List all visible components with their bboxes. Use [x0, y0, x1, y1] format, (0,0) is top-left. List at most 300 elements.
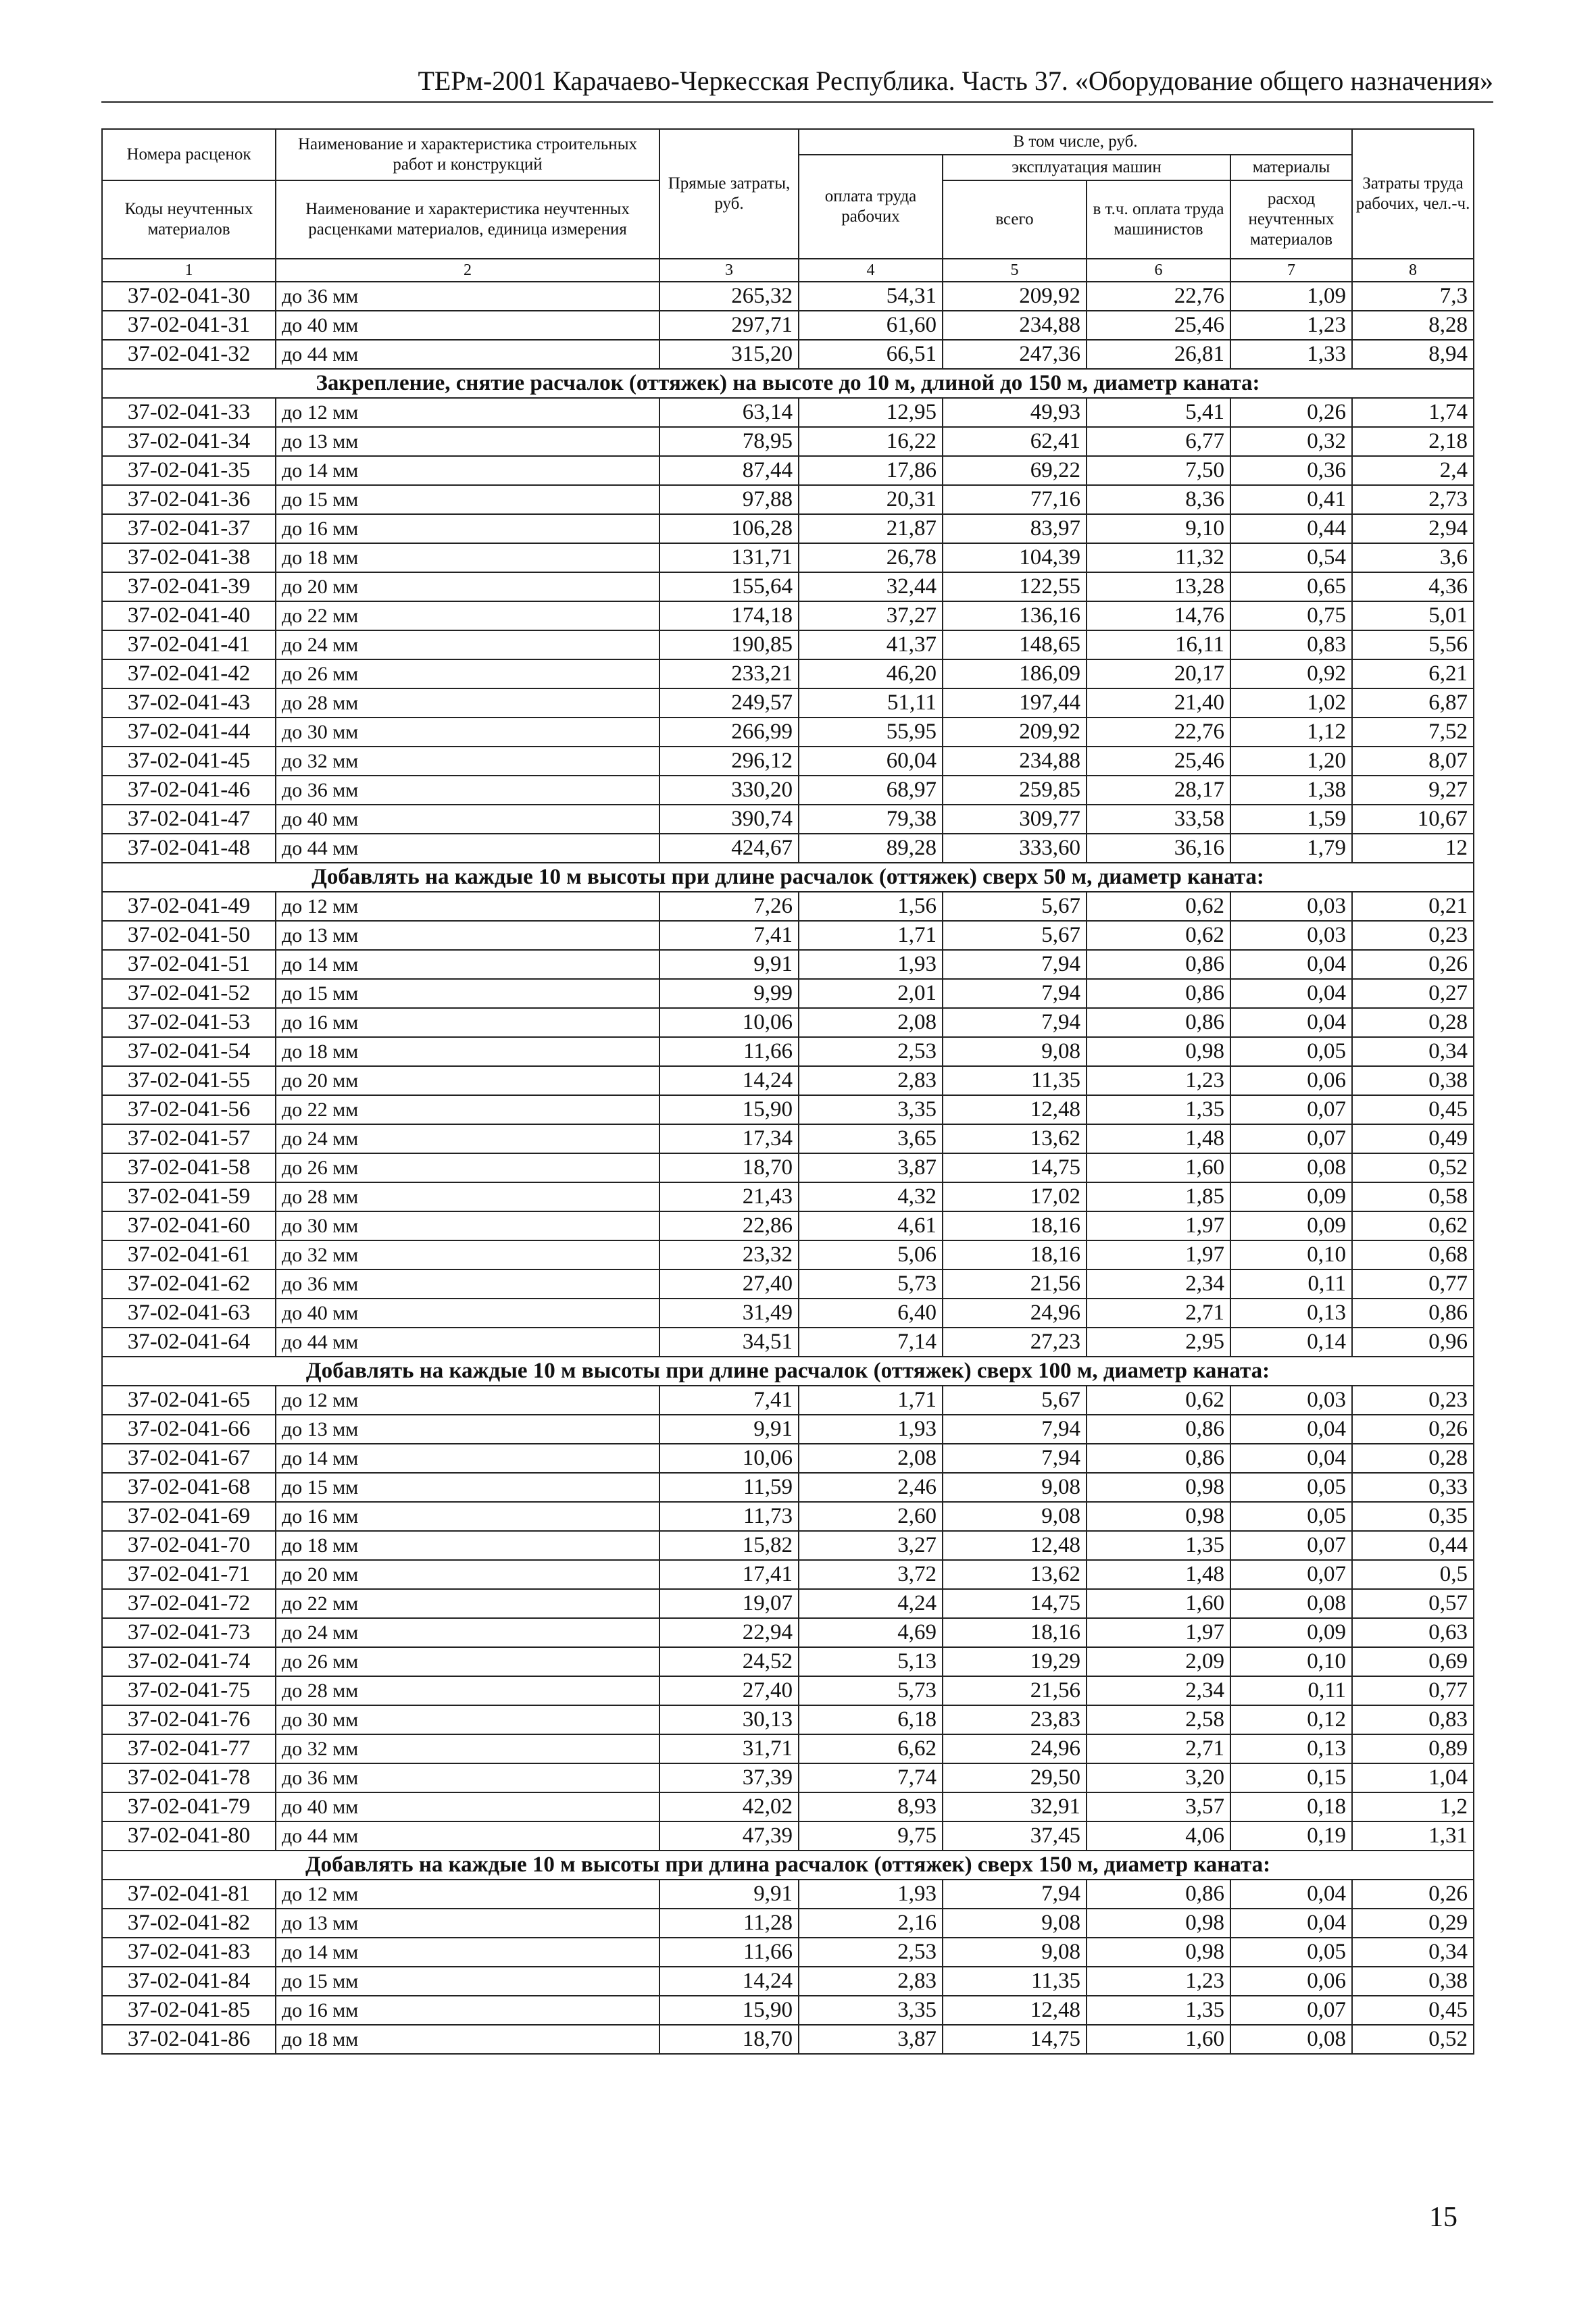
rate-name-cell: до 22 мм	[276, 1589, 659, 1618]
labor-costs-cell: 0,44	[1352, 1531, 1474, 1560]
rate-name-cell: до 14 мм	[276, 1444, 659, 1473]
machine-total-cell: 24,96	[943, 1299, 1087, 1328]
machinist-pay-cell: 5,41	[1087, 398, 1230, 427]
table-row	[102, 398, 1474, 427]
direct-costs-cell: 11,73	[659, 1502, 799, 1531]
machine-total-cell: 104,39	[943, 543, 1087, 572]
machinist-pay-cell: 0,86	[1087, 1444, 1230, 1473]
machine-total-cell: 21,56	[943, 1269, 1087, 1299]
rate-name-cell: до 14 мм	[276, 1938, 659, 1967]
machinist-pay-cell: 0,98	[1087, 1938, 1230, 1967]
labor-costs-cell: 0,38	[1352, 1967, 1474, 1996]
materials-cell: 1,20	[1230, 747, 1352, 776]
worker-pay-cell: 12,95	[799, 398, 943, 427]
rate-name-cell: до 26 мм	[276, 1153, 659, 1182]
machinist-pay-cell: 11,32	[1087, 543, 1230, 572]
worker-pay-cell: 2,01	[799, 979, 943, 1008]
labor-costs-cell: 12	[1352, 834, 1474, 863]
rate-name-cell: до 28 мм	[276, 1676, 659, 1705]
direct-costs-cell: 106,28	[659, 514, 799, 543]
direct-costs-cell: 315,20	[659, 340, 799, 369]
materials-cell: 0,04	[1230, 1909, 1352, 1938]
rate-name-cell: до 44 мм	[276, 834, 659, 863]
direct-costs-cell: 7,26	[659, 892, 799, 921]
rate-name-cell: до 12 мм	[276, 1880, 659, 1909]
rate-code-cell: 37-02-041-81	[102, 1880, 276, 1909]
machine-total-cell: 5,67	[943, 892, 1087, 921]
labor-costs-cell: 0,52	[1352, 1153, 1474, 1182]
rate-name-cell: до 26 мм	[276, 659, 659, 688]
rate-name-cell: до 18 мм	[276, 2025, 659, 2054]
labor-costs-cell: 0,26	[1352, 1415, 1474, 1444]
materials-cell: 0,08	[1230, 1589, 1352, 1618]
rate-code-cell: 37-02-041-31	[102, 311, 276, 340]
machine-total-cell: 7,94	[943, 1444, 1087, 1473]
rate-code-cell: 37-02-041-51	[102, 950, 276, 979]
header-materials-use: расход неучтенных материалов	[1230, 180, 1352, 259]
machine-total-cell: 14,75	[943, 1589, 1087, 1618]
direct-costs-cell: 17,41	[659, 1560, 799, 1589]
direct-costs-cell: 265,32	[659, 282, 799, 311]
machinist-pay-cell: 2,71	[1087, 1299, 1230, 1328]
worker-pay-cell: 1,71	[799, 1386, 943, 1415]
rate-name-cell: до 20 мм	[276, 572, 659, 601]
materials-cell: 0,32	[1230, 427, 1352, 456]
header-machinist-pay: в т.ч. оплата труда машинистов	[1087, 180, 1230, 259]
rate-name-cell: до 24 мм	[276, 630, 659, 659]
machine-total-cell: 37,45	[943, 1821, 1087, 1851]
table-row	[102, 311, 1474, 340]
labor-costs-cell: 8,28	[1352, 311, 1474, 340]
rate-code-cell: 37-02-041-33	[102, 398, 276, 427]
worker-pay-cell: 17,86	[799, 456, 943, 485]
direct-costs-cell: 37,39	[659, 1763, 799, 1792]
table-row	[102, 1676, 1474, 1705]
rate-name-cell: до 16 мм	[276, 514, 659, 543]
labor-costs-cell: 0,34	[1352, 1037, 1474, 1066]
direct-costs-cell: 7,41	[659, 1386, 799, 1415]
materials-cell: 0,07	[1230, 1996, 1352, 2025]
table-row	[102, 1444, 1474, 1473]
rate-code-cell: 37-02-041-60	[102, 1211, 276, 1240]
labor-costs-cell: 0,96	[1352, 1328, 1474, 1357]
materials-cell: 0,08	[1230, 2025, 1352, 2054]
column-number: 8	[1352, 259, 1474, 282]
rate-code-cell: 37-02-041-41	[102, 630, 276, 659]
table-header	[102, 129, 1474, 282]
rate-code-cell: 37-02-041-68	[102, 1473, 276, 1502]
rate-name-cell: до 13 мм	[276, 1415, 659, 1444]
rate-name-cell: до 15 мм	[276, 485, 659, 514]
machine-total-cell: 83,97	[943, 514, 1087, 543]
rate-name-cell: до 32 мм	[276, 1734, 659, 1763]
direct-costs-cell: 11,28	[659, 1909, 799, 1938]
machine-total-cell: 7,94	[943, 1008, 1087, 1037]
materials-cell: 0,06	[1230, 1967, 1352, 1996]
worker-pay-cell: 3,27	[799, 1531, 943, 1560]
machine-total-cell: 148,65	[943, 630, 1087, 659]
materials-cell: 0,03	[1230, 921, 1352, 950]
machine-total-cell: 11,35	[943, 1066, 1087, 1095]
rate-name-cell: до 16 мм	[276, 1502, 659, 1531]
table-row	[102, 950, 1474, 979]
direct-costs-cell: 390,74	[659, 805, 799, 834]
machine-total-cell: 186,09	[943, 659, 1087, 688]
section-heading-row	[102, 369, 1474, 398]
rate-name-cell: до 15 мм	[276, 1967, 659, 1996]
machine-total-cell: 17,02	[943, 1182, 1087, 1211]
materials-cell: 0,07	[1230, 1560, 1352, 1589]
labor-costs-cell: 1,2	[1352, 1792, 1474, 1821]
machine-total-cell: 7,94	[943, 950, 1087, 979]
rate-code-cell: 37-02-041-66	[102, 1415, 276, 1444]
worker-pay-cell: 4,24	[799, 1589, 943, 1618]
materials-cell: 0,10	[1230, 1240, 1352, 1269]
direct-costs-cell: 34,51	[659, 1328, 799, 1357]
labor-costs-cell: 0,34	[1352, 1938, 1474, 1967]
materials-cell: 1,59	[1230, 805, 1352, 834]
machinist-pay-cell: 1,85	[1087, 1182, 1230, 1211]
table-row	[102, 1328, 1474, 1357]
worker-pay-cell: 7,74	[799, 1763, 943, 1792]
rate-code-cell: 37-02-041-47	[102, 805, 276, 834]
rate-code-cell: 37-02-041-57	[102, 1124, 276, 1153]
materials-cell: 0,07	[1230, 1531, 1352, 1560]
direct-costs-cell: 15,90	[659, 1095, 799, 1124]
labor-costs-cell: 2,18	[1352, 427, 1474, 456]
section-heading-row	[102, 863, 1474, 892]
direct-costs-cell: 266,99	[659, 718, 799, 747]
table-row	[102, 1269, 1474, 1299]
direct-costs-cell: 87,44	[659, 456, 799, 485]
direct-costs-cell: 27,40	[659, 1269, 799, 1299]
rate-code-cell: 37-02-041-63	[102, 1299, 276, 1328]
rate-code-cell: 37-02-041-75	[102, 1676, 276, 1705]
table-row	[102, 1008, 1474, 1037]
rate-name-cell: до 18 мм	[276, 1037, 659, 1066]
rate-code-cell: 37-02-041-69	[102, 1502, 276, 1531]
machinist-pay-cell: 0,86	[1087, 979, 1230, 1008]
machine-total-cell: 333,60	[943, 834, 1087, 863]
direct-costs-cell: 31,71	[659, 1734, 799, 1763]
table-row	[102, 514, 1474, 543]
rate-code-cell: 37-02-041-55	[102, 1066, 276, 1095]
rate-code-cell: 37-02-041-56	[102, 1095, 276, 1124]
materials-cell: 0,09	[1230, 1211, 1352, 1240]
machinist-pay-cell: 2,71	[1087, 1734, 1230, 1763]
worker-pay-cell: 2,08	[799, 1444, 943, 1473]
table-row	[102, 979, 1474, 1008]
table-row	[102, 805, 1474, 834]
header-rule	[101, 101, 1493, 103]
rate-code-cell: 37-02-041-32	[102, 340, 276, 369]
rate-name-cell: до 24 мм	[276, 1124, 659, 1153]
table-row	[102, 1880, 1474, 1909]
rate-name-cell: до 18 мм	[276, 543, 659, 572]
machine-total-cell: 49,93	[943, 398, 1087, 427]
machinist-pay-cell: 0,98	[1087, 1037, 1230, 1066]
worker-pay-cell: 79,38	[799, 805, 943, 834]
rate-name-cell: до 44 мм	[276, 340, 659, 369]
machinist-pay-cell: 25,46	[1087, 311, 1230, 340]
direct-costs-cell: 63,14	[659, 398, 799, 427]
direct-costs-cell: 27,40	[659, 1676, 799, 1705]
direct-costs-cell: 297,71	[659, 311, 799, 340]
worker-pay-cell: 4,69	[799, 1618, 943, 1647]
direct-costs-cell: 18,70	[659, 2025, 799, 2054]
machinist-pay-cell: 1,97	[1087, 1211, 1230, 1240]
machine-total-cell: 32,91	[943, 1792, 1087, 1821]
header-including: В том числе, руб.	[799, 129, 1352, 155]
column-number: 5	[943, 259, 1087, 282]
machine-total-cell: 12,48	[943, 1095, 1087, 1124]
materials-cell: 0,04	[1230, 1444, 1352, 1473]
direct-costs-cell: 9,91	[659, 1880, 799, 1909]
labor-costs-cell: 8,94	[1352, 340, 1474, 369]
machinist-pay-cell: 0,86	[1087, 1008, 1230, 1037]
rate-name-cell: до 32 мм	[276, 1240, 659, 1269]
materials-cell: 0,15	[1230, 1763, 1352, 1792]
worker-pay-cell: 55,95	[799, 718, 943, 747]
table-row	[102, 1386, 1474, 1415]
worker-pay-cell: 2,83	[799, 1967, 943, 1996]
materials-cell: 0,09	[1230, 1182, 1352, 1211]
rate-name-cell: до 26 мм	[276, 1647, 659, 1676]
machinist-pay-cell: 0,86	[1087, 1880, 1230, 1909]
table-row	[102, 2025, 1474, 2054]
rate-name-cell: до 40 мм	[276, 311, 659, 340]
materials-cell: 0,41	[1230, 485, 1352, 514]
rate-code-cell: 37-02-041-30	[102, 282, 276, 311]
worker-pay-cell: 3,87	[799, 1153, 943, 1182]
section-heading: Добавлять на каждые 10 м высоты при длине расчалок (оттяжек) сверх 50 м, диаметр каната:	[102, 863, 1474, 892]
rate-code-cell: 37-02-041-45	[102, 747, 276, 776]
machinist-pay-cell: 4,06	[1087, 1821, 1230, 1851]
machine-total-cell: 23,83	[943, 1705, 1087, 1734]
machinist-pay-cell: 1,48	[1087, 1560, 1230, 1589]
materials-cell: 0,18	[1230, 1792, 1352, 1821]
table-row	[102, 630, 1474, 659]
labor-costs-cell: 0,69	[1352, 1647, 1474, 1676]
rate-name-cell: до 40 мм	[276, 805, 659, 834]
direct-costs-cell: 249,57	[659, 688, 799, 718]
rate-name-cell: до 40 мм	[276, 1792, 659, 1821]
labor-costs-cell: 0,28	[1352, 1444, 1474, 1473]
labor-costs-cell: 4,36	[1352, 572, 1474, 601]
rate-name-cell: до 16 мм	[276, 1996, 659, 2025]
labor-costs-cell: 0,23	[1352, 1386, 1474, 1415]
materials-cell: 0,04	[1230, 1415, 1352, 1444]
worker-pay-cell: 2,08	[799, 1008, 943, 1037]
table-row	[102, 1095, 1474, 1124]
worker-pay-cell: 5,73	[799, 1269, 943, 1299]
machinist-pay-cell: 2,34	[1087, 1269, 1230, 1299]
materials-cell: 1,12	[1230, 718, 1352, 747]
worker-pay-cell: 68,97	[799, 776, 943, 805]
table-row	[102, 1996, 1474, 2025]
worker-pay-cell: 2,46	[799, 1473, 943, 1502]
machinist-pay-cell: 0,86	[1087, 950, 1230, 979]
labor-costs-cell: 2,4	[1352, 456, 1474, 485]
machinist-pay-cell: 26,81	[1087, 340, 1230, 369]
worker-pay-cell: 2,53	[799, 1938, 943, 1967]
table-row	[102, 1531, 1474, 1560]
materials-cell: 1,38	[1230, 776, 1352, 805]
materials-cell: 0,14	[1230, 1328, 1352, 1357]
rate-code-cell: 37-02-041-85	[102, 1996, 276, 2025]
labor-costs-cell: 0,38	[1352, 1066, 1474, 1095]
direct-costs-cell: 11,59	[659, 1473, 799, 1502]
machinist-pay-cell: 0,62	[1087, 1386, 1230, 1415]
machine-total-cell: 136,16	[943, 601, 1087, 630]
machinist-pay-cell: 0,98	[1087, 1909, 1230, 1938]
labor-costs-cell: 6,21	[1352, 659, 1474, 688]
rate-name-cell: до 32 мм	[276, 747, 659, 776]
machine-total-cell: 14,75	[943, 2025, 1087, 2054]
worker-pay-cell: 2,16	[799, 1909, 943, 1938]
worker-pay-cell: 3,72	[799, 1560, 943, 1589]
materials-cell: 0,05	[1230, 1473, 1352, 1502]
direct-costs-cell: 11,66	[659, 1938, 799, 1967]
rate-name-cell: до 36 мм	[276, 1269, 659, 1299]
worker-pay-cell: 6,18	[799, 1705, 943, 1734]
direct-costs-cell: 21,43	[659, 1182, 799, 1211]
table-row	[102, 1153, 1474, 1182]
labor-costs-cell: 0,21	[1352, 892, 1474, 921]
table-row	[102, 456, 1474, 485]
materials-cell: 0,04	[1230, 979, 1352, 1008]
table-row	[102, 1618, 1474, 1647]
direct-costs-cell: 78,95	[659, 427, 799, 456]
page-header: ТЕРм-2001 Карачаево-Черкесская Республика. Часть 37. «Оборудование общего назначения»	[418, 66, 1493, 96]
worker-pay-cell: 20,31	[799, 485, 943, 514]
labor-costs-cell: 0,52	[1352, 2025, 1474, 2054]
materials-cell: 0,07	[1230, 1124, 1352, 1153]
rate-code-cell: 37-02-041-76	[102, 1705, 276, 1734]
labor-costs-cell: 2,94	[1352, 514, 1474, 543]
rate-name-cell: до 40 мм	[276, 1299, 659, 1328]
direct-costs-cell: 11,66	[659, 1037, 799, 1066]
labor-costs-cell: 0,86	[1352, 1299, 1474, 1328]
rate-code-cell: 37-02-041-86	[102, 2025, 276, 2054]
section-heading: Добавлять на каждые 10 м высоты при длина расчалок (оттяжек) сверх 150 м, диаметр каната:	[102, 1851, 1474, 1880]
rates-table	[101, 128, 1474, 2055]
rate-code-cell: 37-02-041-40	[102, 601, 276, 630]
materials-cell: 1,02	[1230, 688, 1352, 718]
table-row	[102, 572, 1474, 601]
worker-pay-cell: 21,87	[799, 514, 943, 543]
section-heading: Добавлять на каждые 10 м высоты при длине расчалок (оттяжек) сверх 100 м, диаметр каната:	[102, 1357, 1474, 1386]
labor-costs-cell: 0,45	[1352, 1095, 1474, 1124]
machinist-pay-cell: 7,50	[1087, 456, 1230, 485]
rate-code-cell: 37-02-041-50	[102, 921, 276, 950]
direct-costs-cell: 9,91	[659, 950, 799, 979]
rate-code-cell: 37-02-041-74	[102, 1647, 276, 1676]
machine-total-cell: 9,08	[943, 1909, 1087, 1938]
rate-code-cell: 37-02-041-37	[102, 514, 276, 543]
table-row	[102, 921, 1474, 950]
rate-code-cell: 37-02-041-58	[102, 1153, 276, 1182]
machine-total-cell: 18,16	[943, 1211, 1087, 1240]
rate-code-cell: 37-02-041-64	[102, 1328, 276, 1357]
table-row	[102, 543, 1474, 572]
machinist-pay-cell: 2,95	[1087, 1328, 1230, 1357]
rate-name-cell: до 12 мм	[276, 892, 659, 921]
labor-costs-cell: 0,77	[1352, 1269, 1474, 1299]
materials-cell: 0,36	[1230, 456, 1352, 485]
table-row	[102, 601, 1474, 630]
machine-total-cell: 9,08	[943, 1938, 1087, 1967]
table-row	[102, 1589, 1474, 1618]
worker-pay-cell: 26,78	[799, 543, 943, 572]
rate-code-cell: 37-02-041-53	[102, 1008, 276, 1037]
table-row	[102, 892, 1474, 921]
labor-costs-cell: 2,73	[1352, 485, 1474, 514]
direct-costs-cell: 22,86	[659, 1211, 799, 1240]
labor-costs-cell: 0,45	[1352, 1996, 1474, 2025]
rate-name-cell: до 14 мм	[276, 950, 659, 979]
direct-costs-cell: 42,02	[659, 1792, 799, 1821]
table-row	[102, 718, 1474, 747]
machine-total-cell: 13,62	[943, 1560, 1087, 1589]
table-row	[102, 485, 1474, 514]
worker-pay-cell: 6,62	[799, 1734, 943, 1763]
machinist-pay-cell: 6,77	[1087, 427, 1230, 456]
rate-code-cell: 37-02-041-34	[102, 427, 276, 456]
worker-pay-cell: 60,04	[799, 747, 943, 776]
worker-pay-cell: 8,93	[799, 1792, 943, 1821]
machinist-pay-cell: 2,09	[1087, 1647, 1230, 1676]
machine-total-cell: 7,94	[943, 1415, 1087, 1444]
worker-pay-cell: 46,20	[799, 659, 943, 688]
worker-pay-cell: 4,32	[799, 1182, 943, 1211]
machinist-pay-cell: 33,58	[1087, 805, 1230, 834]
header-materials: материалы	[1230, 155, 1352, 180]
worker-pay-cell: 5,73	[799, 1676, 943, 1705]
machine-total-cell: 69,22	[943, 456, 1087, 485]
machinist-pay-cell: 0,62	[1087, 892, 1230, 921]
column-number: 3	[659, 259, 799, 282]
labor-costs-cell: 0,23	[1352, 921, 1474, 950]
worker-pay-cell: 2,53	[799, 1037, 943, 1066]
rate-code-cell: 37-02-041-84	[102, 1967, 276, 1996]
header-worker-pay: оплата труда рабочих	[799, 155, 943, 259]
rate-code-cell: 37-02-041-61	[102, 1240, 276, 1269]
rate-code-cell: 37-02-041-80	[102, 1821, 276, 1851]
labor-costs-cell: 0,49	[1352, 1124, 1474, 1153]
machine-total-cell: 21,56	[943, 1676, 1087, 1705]
header-material-description: Наименование и характеристика неучтенных расценками материалов, единица измерения	[276, 180, 659, 259]
machine-total-cell: 7,94	[943, 979, 1087, 1008]
rate-code-cell: 37-02-041-65	[102, 1386, 276, 1415]
rate-code-cell: 37-02-041-83	[102, 1938, 276, 1967]
direct-costs-cell: 30,13	[659, 1705, 799, 1734]
machine-total-cell: 29,50	[943, 1763, 1087, 1792]
labor-costs-cell: 7,52	[1352, 718, 1474, 747]
table-row	[102, 1299, 1474, 1328]
table-row	[102, 427, 1474, 456]
table-body	[102, 282, 1474, 2054]
table-row	[102, 776, 1474, 805]
rate-name-cell: до 30 мм	[276, 718, 659, 747]
machine-total-cell: 309,77	[943, 805, 1087, 834]
rate-code-cell: 37-02-041-70	[102, 1531, 276, 1560]
column-number: 1	[102, 259, 276, 282]
machine-total-cell: 24,96	[943, 1734, 1087, 1763]
labor-costs-cell: 0,68	[1352, 1240, 1474, 1269]
rate-name-cell: до 12 мм	[276, 398, 659, 427]
worker-pay-cell: 1,93	[799, 1880, 943, 1909]
